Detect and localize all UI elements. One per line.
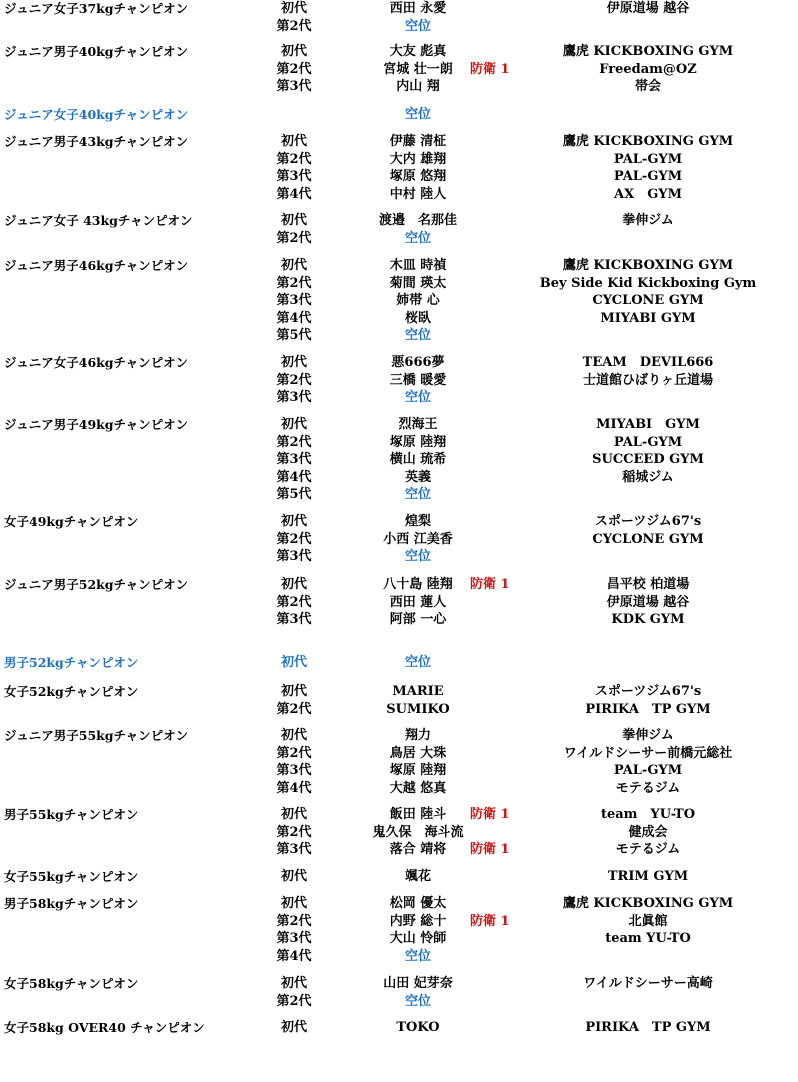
champion-row [0,275,798,293]
champion-name: 姉帯 心 [396,293,440,309]
champion-row [0,701,798,719]
champion-name: 鳥居 大珠 [389,745,447,761]
gym-name: 拳伸ジム [622,213,674,228]
champion-row [0,151,798,169]
champion-name: 阿部 一心 [389,612,447,628]
generation-label: 第3代 [276,931,312,947]
defense-count: 防衛 1 [470,807,510,822]
generation-label: 初代 [280,258,307,273]
gym-name: team YU-TO [605,931,691,947]
champion-row [0,531,798,549]
generation-label: 初代 [280,44,307,59]
champion-name: 悪666夢 [391,355,445,370]
champion-name: 塚原 悠翔 [389,169,447,185]
champion-name: 西田 蓮人 [389,594,447,610]
champion-row [0,762,798,780]
gym-name: Bey Side Kid Kickboxing Gym [539,275,757,291]
generation-label: 初代 [280,655,307,670]
weight-class-title: ジュニア男子46kgチャンピオン [4,258,189,273]
generation-label: 第2代 [276,993,312,1009]
generation-label: 第2代 [276,594,312,610]
weight-class-title: ジュニア男子43kgチャンピオン [4,134,189,149]
gym-name: KDK GYM [611,612,685,628]
champion-row [0,416,798,434]
champion-row [0,389,798,407]
generation-label: 初代 [280,1,307,16]
champion-row [0,0,798,18]
generation-label: 第4代 [276,780,312,796]
gym-name: 鷹虎 KICKBOXING GYM [562,258,734,273]
weight-class-title: ジュニア男子49kgチャンピオン [4,417,189,432]
champion-row [0,186,798,204]
champion-name: 翔力 [404,728,431,743]
gym-name: スポーツジム67's [594,684,702,699]
champion-name: 山田 妃芽奈 [383,976,453,991]
champion-row [0,310,798,328]
champion-name: 三橋 暖愛 [389,372,447,388]
gym-name: 北眞館 [628,913,668,929]
generation-label: 初代 [280,807,307,822]
generation-label: 第3代 [276,452,312,468]
generation-label: 第3代 [276,79,312,95]
defense-count: 防衛 1 [470,61,510,77]
champion-name: 飯田 陸斗 [389,807,447,822]
champion-row [0,451,798,469]
champion-name: 中村 陸人 [389,186,447,202]
champion-row [0,327,798,345]
champion-name: 大越 悠真 [389,780,447,796]
champion-row [0,611,798,629]
gym-name: TEAM DEVIL666 [582,355,714,370]
gym-name: モテるジム [615,780,681,796]
champion-name: 塚原 陸翔 [389,434,447,450]
gym-name: MIYABI GYM [600,310,696,326]
generation-label: 初代 [280,514,307,529]
champion-row [0,230,798,248]
champion-row [0,61,798,79]
weight-class-title: 男子55kgチャンピオン [4,807,139,822]
generation-label: 第3代 [276,612,312,628]
generation-label: 第2代 [276,701,312,717]
champion-name: 落合 靖将 [389,842,447,858]
champion-row [0,257,798,275]
champion-row [0,292,798,310]
vacant-label: 空位 [404,230,431,246]
champion-row [0,106,798,124]
gym-name: スポーツジム67's [594,514,702,529]
generation-label: 第2代 [276,531,312,547]
champion-row [0,683,798,701]
champion-row [0,727,798,745]
gym-name: CYCLONE GYM [592,293,704,309]
weight-class-title: ジュニア女子37kgチャンピオン [4,1,189,16]
weight-class-title: 男子58kgチャンピオン [4,896,139,911]
generation-label: 第2代 [276,230,312,246]
gym-name: ワイルドシーサー前橋元総社 [563,745,733,761]
gym-name: PAL-GYM [613,763,683,779]
gym-name: CYCLONE GYM [592,531,704,547]
generation-label: 第4代 [276,469,312,485]
champion-row [0,895,798,913]
gym-name: 鷹虎 KICKBOXING GYM [562,896,734,911]
champion-name: 渡邉 名那佳 [378,213,457,228]
generation-label: 第2代 [276,824,312,840]
champion-name: 大友 彪真 [389,44,447,59]
generation-label: 第2代 [276,372,312,388]
champion-name: 鬼久保 海斗流 [372,824,464,840]
weight-class-title: ジュニア女子40kgチャンピオン [4,107,189,122]
vacant-label: 空位 [404,487,431,503]
gym-name: 伊原道場 越谷 [606,1,690,16]
generation-label: 第5代 [276,487,312,503]
gym-name: PAL-GYM [613,434,683,450]
champion-name: 内山 翔 [396,79,440,95]
generation-label: 第3代 [276,549,312,565]
generation-label: 第3代 [276,842,312,858]
generation-label: 第4代 [276,948,312,964]
generation-label: 初代 [280,1020,307,1035]
champion-row [0,948,798,966]
champion-row [0,975,798,993]
vacant-label: 空位 [404,948,431,964]
champion-name: 煌梨 [404,514,431,529]
champion-row [0,548,798,566]
vacant-label: 空位 [404,993,431,1009]
champion-row [0,43,798,61]
champion-row [0,841,798,859]
weight-class-title: ジュニア男子40kgチャンピオン [4,44,189,59]
weight-class-title: 女子58kg OVER40 チャンピオン [4,1020,205,1035]
champion-row [0,930,798,948]
generation-label: 第3代 [276,293,312,309]
vacant-label: 空位 [404,390,431,406]
champion-name: MARIE [392,684,444,699]
champion-name: 大内 雄翔 [389,151,447,167]
generation-label: 初代 [280,728,307,743]
gym-name: 昌平校 柏道場 [606,577,690,592]
gym-name: PAL-GYM [613,151,683,167]
champion-name: 小西 江美香 [383,531,453,547]
gym-name: 帯会 [634,79,661,95]
champion-name: 烈海王 [398,417,438,432]
champion-row [0,168,798,186]
gym-name: ワイルドシーサー高崎 [583,976,713,991]
champion-row [0,594,798,612]
champion-name: 八十島 陸翔 [383,577,453,592]
gym-name: 伊原道場 越谷 [606,594,690,610]
champion-name: 西田 永愛 [389,1,447,16]
champion-row [0,780,798,798]
vacant-label: 空位 [404,107,431,122]
champion-row [0,824,798,842]
champion-name: 木皿 時禎 [389,258,447,273]
champion-name: 内野 総十 [389,913,447,929]
gym-name: 拳伸ジム [622,728,674,743]
generation-label: 初代 [280,355,307,370]
weight-class-title: ジュニア女子 43kgチャンピオン [4,213,193,228]
weight-class-title: 女子49kgチャンピオン [4,514,139,529]
generation-label: 初代 [280,213,307,228]
gym-name: 稲城ジム [622,469,674,485]
generation-label: 第2代 [276,18,312,34]
generation-label: 第2代 [276,913,312,929]
weight-class-title: 男子52kgチャンピオン [4,655,139,670]
generation-label: 第2代 [276,745,312,761]
weight-class-title: 女子52kgチャンピオン [4,684,139,699]
generation-label: 初代 [280,417,307,432]
vacant-label: 空位 [404,549,431,565]
champion-name: 菊間 瑛太 [389,275,447,291]
champion-name: 塚原 陸翔 [389,763,447,779]
gym-name: SUCCEED GYM [592,452,704,468]
generation-label: 第2代 [276,434,312,450]
vacant-label: 空位 [404,655,431,670]
champion-row [0,513,798,531]
generation-label: 初代 [280,684,307,699]
generation-label: 第4代 [276,186,312,202]
champion-row [0,18,798,36]
defense-count: 防衛 1 [470,577,510,592]
weight-class-title: 女子58kgチャンピオン [4,976,139,991]
weight-class-title: 女子55kgチャンピオン [4,869,139,884]
champion-row [0,993,798,1011]
vacant-label: 空位 [404,18,431,34]
defense-count: 防衛 1 [470,842,510,858]
gym-name: 士道館ひばりヶ丘道場 [582,372,713,388]
generation-label: 第5代 [276,328,312,344]
champion-name: 英義 [404,469,431,485]
generation-label: 初代 [280,869,307,884]
champion-row [0,913,798,931]
vacant-label: 空位 [404,328,431,344]
champion-row [0,486,798,504]
champion-row [0,78,798,96]
generation-label: 初代 [280,976,307,991]
generation-label: 第3代 [276,169,312,185]
generation-label: 第2代 [276,61,312,77]
champion-name: SUMIKO [386,701,450,717]
champion-row [0,745,798,763]
generation-label: 第4代 [276,310,312,326]
gym-name: 健成会 [628,824,668,840]
champion-row [0,654,798,672]
champion-name: 大山 怜師 [389,931,447,947]
gym-name: Freedam@OZ [599,61,697,77]
defense-count: 防衛 1 [470,913,510,929]
generation-label: 第2代 [276,275,312,291]
gym-name: モテるジム [615,842,681,858]
gym-name: PAL-GYM [613,169,683,185]
gym-name: PIRIKA TP GYM [585,701,711,717]
champion-row [0,576,798,594]
champion-row [0,806,798,824]
weight-class-title: ジュニア男子52kgチャンピオン [4,577,189,592]
generation-label: 第3代 [276,390,312,406]
champion-name: 宮城 壮一朗 [383,61,453,77]
champion-name: 颯花 [404,869,431,884]
champion-row [0,372,798,390]
gym-name: PIRIKA TP GYM [585,1020,711,1035]
champion-name: 松岡 優太 [389,896,447,911]
champion-name: 桜臥 [404,310,431,326]
champion-name: 伊藤 清柾 [389,134,447,149]
generation-label: 第2代 [276,151,312,167]
champion-name: TOKO [396,1020,440,1035]
champion-row [0,212,798,230]
weight-class-title: ジュニア男子55kgチャンピオン [4,728,189,743]
weight-class-title: ジュニア女子46kgチャンピオン [4,355,189,370]
champion-row [0,434,798,452]
champion-row [0,133,798,151]
champion-row [0,469,798,487]
champion-row [0,868,798,886]
gym-name: TRIM GYM [607,869,689,884]
champion-name: 横山 琉希 [389,452,447,468]
generation-label: 初代 [280,577,307,592]
generation-label: 第3代 [276,763,312,779]
generation-label: 初代 [280,896,307,911]
gym-name: team YU-TO [600,807,696,822]
generation-label: 初代 [280,134,307,149]
gym-name: MIYABI GYM [596,417,700,432]
gym-name: 鷹虎 KICKBOXING GYM [562,134,734,149]
champion-row [0,1019,798,1037]
gym-name: AX GYM [614,186,682,202]
gym-name: 鷹虎 KICKBOXING GYM [562,44,734,59]
champion-row [0,354,798,372]
